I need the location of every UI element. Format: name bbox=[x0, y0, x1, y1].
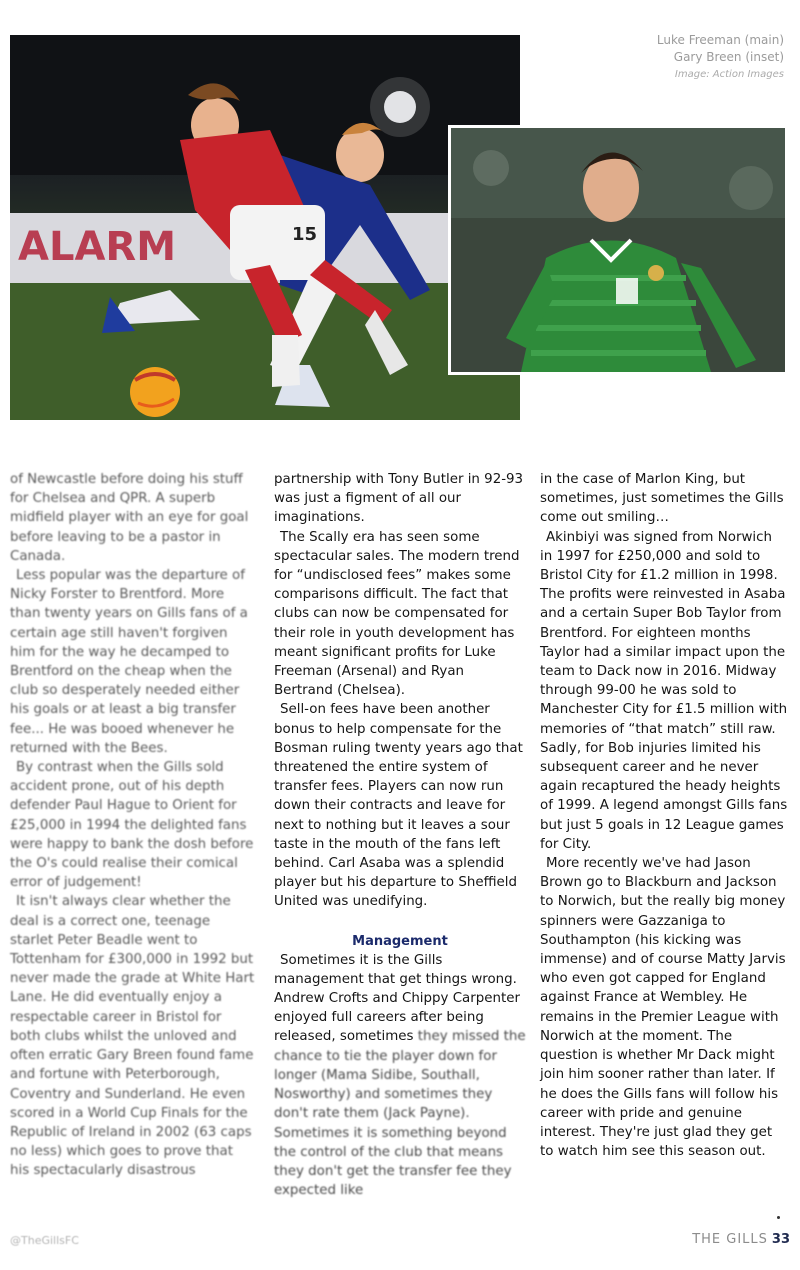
main-photo bbox=[10, 35, 520, 420]
col3-paragraph-1: in the case of Marlon King, but sometimes, just sometimes the Gills come out smiling… bbox=[540, 472, 784, 526]
col1-paragraph-4: It isn't always clear whether the deal is a correct one, teenage starlet Peter Beadle went to Tottenham for £300,000 in 1992 but never made the grade at White Hart Lane. He did eventually enjoy a respectable career in Bristol for both clubs whilst the unloved and often erratic Gary Breen found fame and fortune with Peterborough, Coventry and Sunderland. He even scored in a World Cup Finals for the Republic of Ireland in 2002 (63 caps no less) which goes to prove that his spectacularly disastrous bbox=[10, 894, 255, 1179]
col2-paragraph-4-clear: Sometimes it is the Gills management that get things wrong. Andrew Crofts and Chippy Carpenter enjoyed full careers after being released, sometimes bbox=[274, 952, 520, 1045]
col3-paragraph-2: Akinbiyi was signed from Norwich in 1997 for £250,000 and sold to Bristol City for £1.2 million in 1998. The profits were reinvested in Asaba and a certain Super Bob Taylor from Brentford. For eighteen months Taylor had a similar impact upon the team to Dack now in 2016. Midway through 99-00 he was sold to Manchester City for £1.5 million with memories of “that match” still raw. Sadly, for Bob injuries limited his subsequent career and he never again recaptured the heady heights of 1999. A legend amongst Gills fans but just 5 goals in 12 League games for City. bbox=[540, 529, 788, 852]
caption-credit: Image: Action Images bbox=[674, 69, 784, 80]
col2-paragraph-2: The Scally era has seen some spectacular sales. The modern trend for “undisclosed fees” makes some comparisons difficult. The fact that clubs can now be compensated for their role in youth development has meant significant profits for Luke Freeman (Arsenal) and Ryan Bertrand (Chelsea). bbox=[274, 529, 520, 699]
magazine-title: THE GILLS bbox=[692, 1232, 768, 1247]
footer-social-handle: @TheGillsFC bbox=[10, 1234, 79, 1247]
section-heading-management: Management bbox=[352, 933, 448, 949]
col3-paragraph-3: More recently we've had Jason Brown go to Blackburn and Jackson to Norwich, but the really big money spinners were Gazzaniga to Southampton (his kicking was immense) and of course Matty Jarvis who even got capped for England against France at Wembley. He remains in the Premier League with Norwich at the moment. The question is whether Mr Dack might join him sooner rather than later. If he does the Gills fans will follow his career with pride and genuine interest. They're just glad they get to watch him see this season out. bbox=[540, 856, 786, 1160]
caption-inset: Gary Breen (inset) bbox=[673, 50, 784, 64]
col1-paragraph-3: By contrast when the Gills sold accident prone, out of his depth defender Paul Hague to Orient for £25,000 in 1994 the delighted fans were happy to bank the dosh before the O's could realise their comical error of judgement! bbox=[10, 760, 254, 891]
caption-main: Luke Freeman (main) bbox=[656, 33, 784, 47]
advert-board-text: ALARM bbox=[18, 224, 177, 270]
col2-paragraph-4 bbox=[274, 951, 526, 1201]
decorative-dot bbox=[777, 1216, 780, 1219]
col1-paragraph-2: Less popular was the departure of Nicky Forster to Brentford. More than twenty years on Gills fans of a certain age still haven't forgiven him for the way he decamped to Brentford on the cheap when the club so desperately needed either his goals or at least a big transfer fee... He was booed whenever he returned with the Bees. bbox=[10, 568, 248, 756]
col1-paragraph-1: of Newcastle before doing his stuff for Chelsea and QPR. A superb midfield player with an eye for goal before leaving to be a pastor in Canada. bbox=[10, 472, 249, 564]
col2-paragraph-3: Sell-on fees have been another bonus to help compensate for the Bosman ruling twenty years ago that threatened the entire system of transfer fees. Players can now run down their contracts and leave for next to nothing but it leaves a sour taste in the mouth of the fans left behind. Carl Asaba was a splendid player but his departure to Sheffield United was unedifying. bbox=[274, 702, 523, 910]
shirt-number: 15 bbox=[292, 224, 318, 245]
article-column-1 bbox=[10, 470, 256, 1181]
inset-photo bbox=[448, 125, 788, 375]
footer-page-label bbox=[692, 1232, 790, 1247]
photo-caption bbox=[657, 32, 784, 83]
col2-paragraph-4-blurred: they missed the chance to tie the player down for longer (Mama Sidibe, Southall, Nosworthy) and sometimes they don't rate them (Jack Payne). Sometimes it is something beyond the control of the club that means they don't get the transfer fee they expected like bbox=[274, 1029, 526, 1199]
article-column-2 bbox=[274, 470, 526, 1200]
article-column-3 bbox=[540, 470, 788, 1161]
col2-paragraph-1: partnership with Tony Butler in 92-93 was just a figment of all our imaginations. bbox=[274, 472, 524, 526]
page-number: 33 bbox=[771, 1232, 790, 1247]
